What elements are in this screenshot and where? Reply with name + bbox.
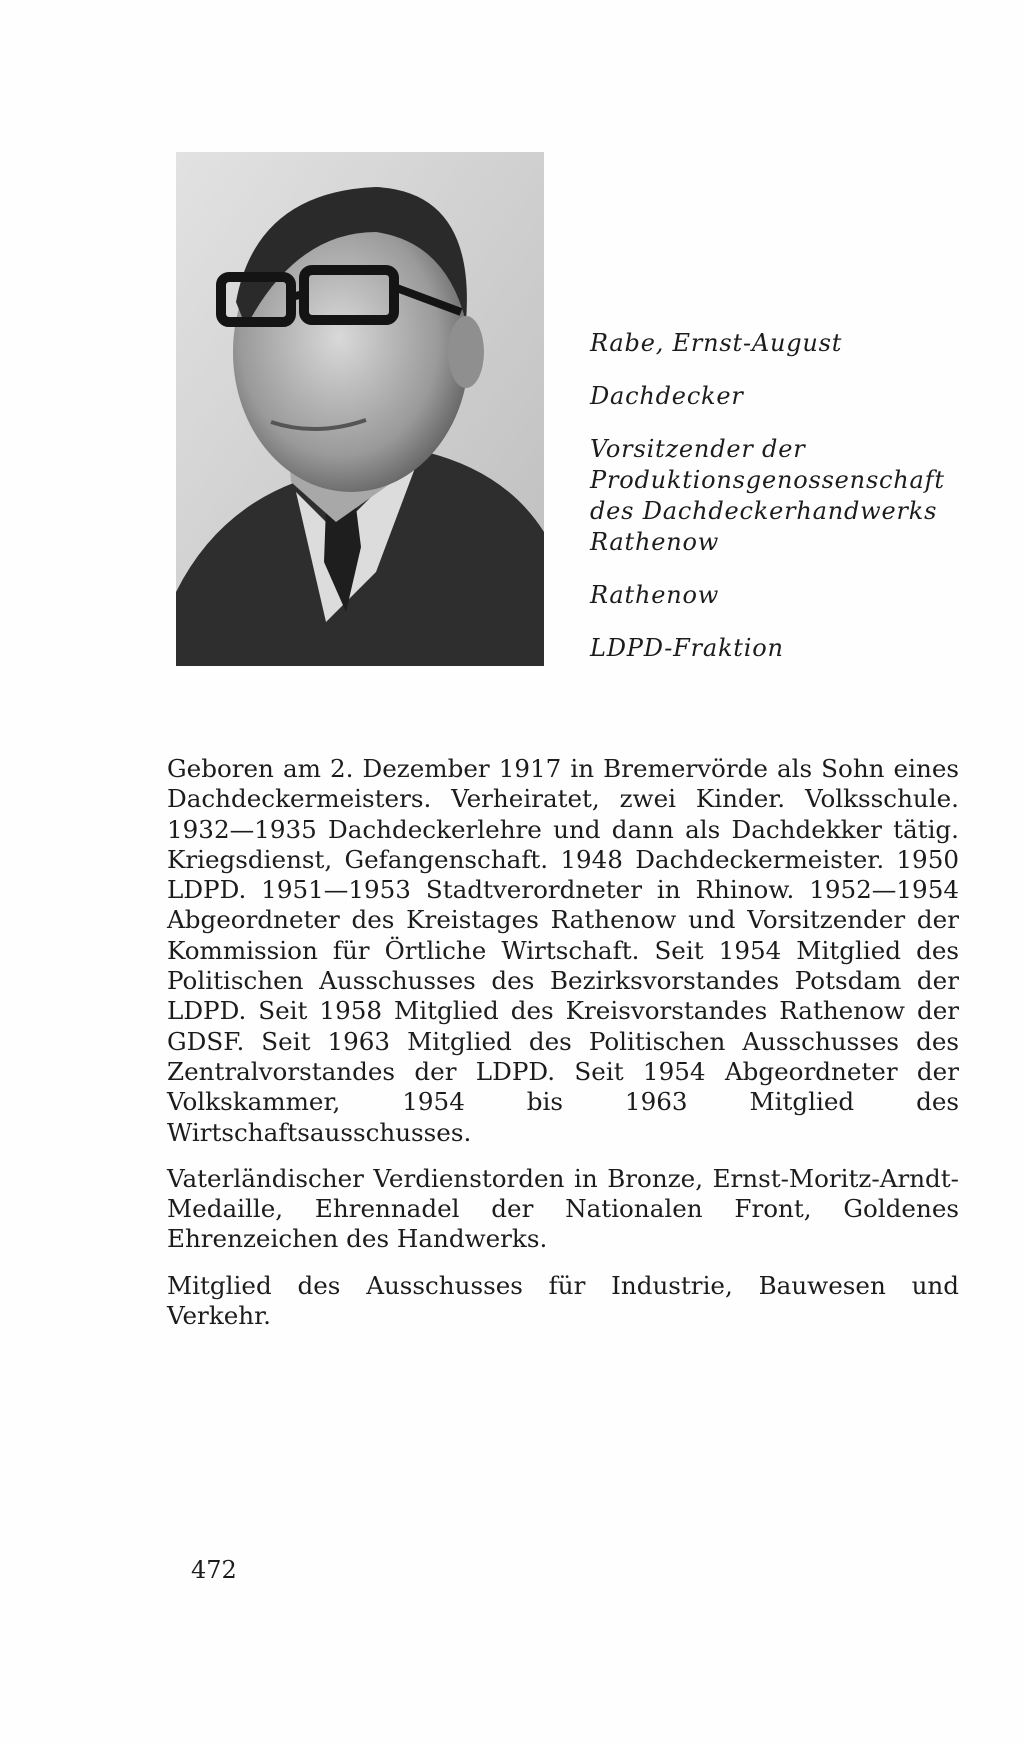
- biography-paragraph-1: Geboren am 2. Dezember 1917 in Bremervörde als Sohn eines Dachdeckermeisters. Verheiratet, zwei Kinder. Volksschule. 1932—1935 Dachdeckerlehre und dann als Dachdekker tätig. Kriegsdienst, Gefangenschaft. 1948 Dachdeckermeister. 1950 LDPD. 1951—1953 Stadtverordneter in Rhinow. 1952—1954 Abgeordneter des Kreistages Rathenow und Vorsitzender der Kommission für Örtliche Wirtschaft. Seit 1954 Mitglied des Politischen Ausschusses des Bezirksvorstandes Potsdam der LDPD. Seit 1958 Mitglied des Kreisvorstandes Rathenow der GDSF. Seit 1963 Mitglied des Politischen Ausschusses des Zentralvorstandes der LDPD. Seit 1954 Abgeordneter der Volkskammer, 1954 bis 1963 Mitglied des Wirtschaftsausschusses.: [167, 754, 959, 1147]
- biography: [167, 754, 959, 1347]
- biography-paragraph-2: Vaterländischer Verdienstorden in Bronze, Ernst-Moritz-Arndt-Medaille, Ehrennadel der Nationalen Front, Goldenes Ehrenzeichen des Handwerks.: [167, 1163, 959, 1254]
- person-info: [590, 328, 970, 686]
- person-position: Vorsitzender der Produktionsgenossenschaft des Dachdeckerhandwerks Rathenow: [590, 435, 945, 556]
- biography-paragraph-3: Mitglied des Ausschusses für Industrie, Bauwesen und Verkehr.: [167, 1270, 959, 1331]
- person-occupation: Dachdecker: [590, 382, 744, 410]
- person-constituency: Rathenow: [590, 581, 720, 609]
- portrait-illustration: [176, 152, 544, 666]
- page-number: 472: [191, 1556, 237, 1584]
- portrait-photo: [176, 152, 544, 666]
- person-fraction: LDPD-Fraktion: [590, 634, 784, 662]
- person-name: Rabe, Ernst-August: [590, 329, 843, 357]
